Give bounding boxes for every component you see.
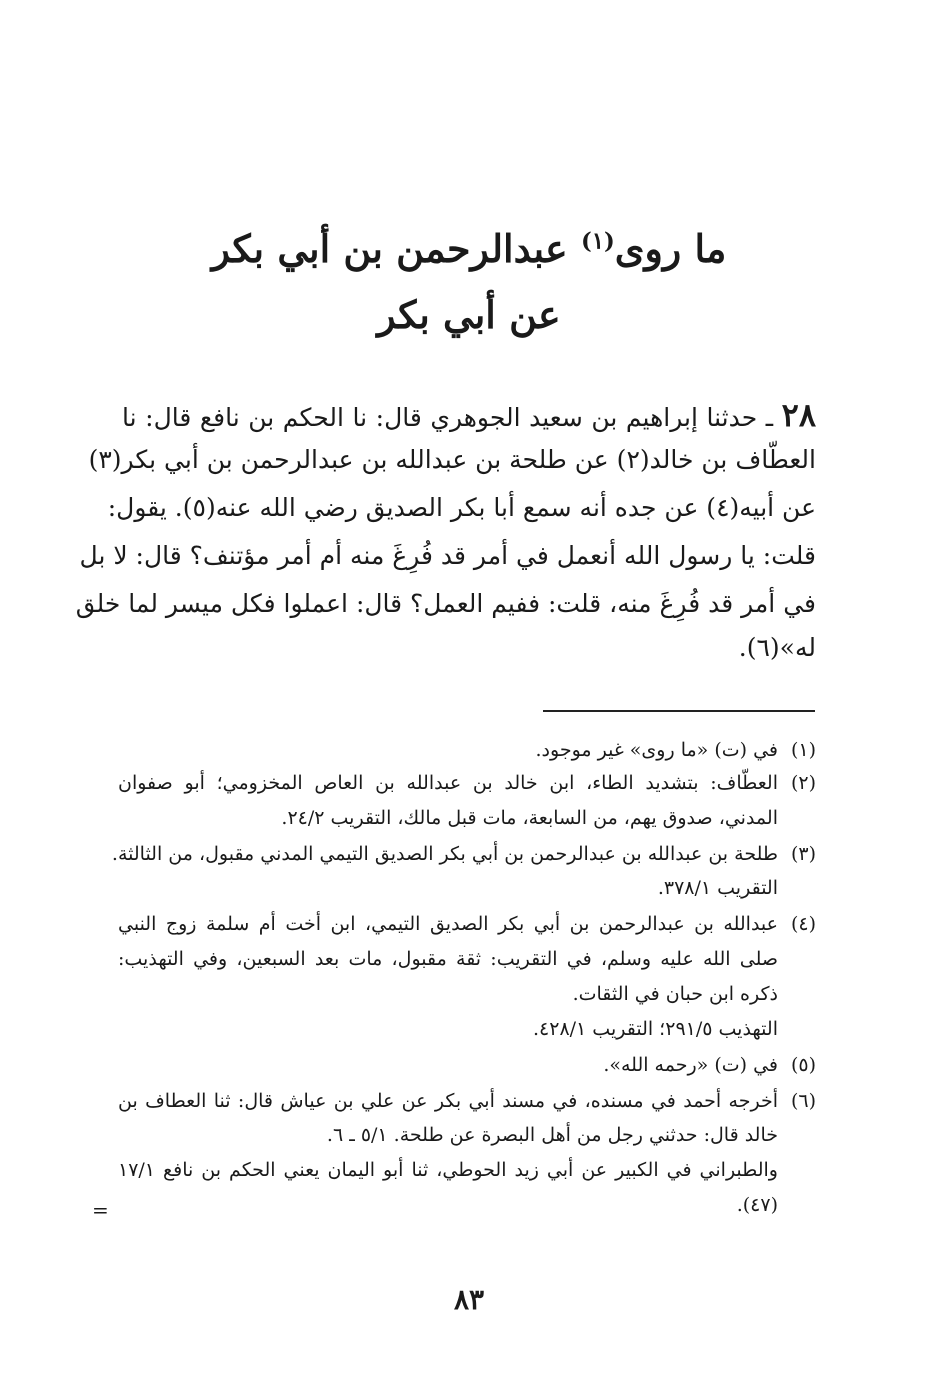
footnote-4-line-2: صلى الله عليه وسلم، في التقريب: ثقة مقبول، مات بعد السبعين، وفي التهذيب: bbox=[118, 948, 778, 970]
footnote-6-line-3: والطبراني في الكبير عن أبي زيد الحوطي، ثنا أبو اليمان يعني الحكم بن نافع ١٧/١ bbox=[118, 1159, 778, 1181]
title-text-b: عبدالرحمن بن أبي بكر bbox=[211, 226, 581, 271]
footnote-1-line-1: في (ت) «ما روى» غير موجود. bbox=[535, 739, 778, 761]
title-footnote-ref: (١) bbox=[580, 228, 615, 255]
hadith-line-2: العطّاف بن خالد(٢) عن طلحة بن عبدالله بن عبدالرحمن بن أبي بكر(٣) bbox=[88, 445, 816, 474]
footnote-2-line-1: العطّاف: بتشديد الطاء، ابن خالد بن عبدالله بن العاص المخزومي؛ أبو صفوان bbox=[118, 772, 778, 794]
footnote-4-line-1: عبدالله بن عبدالرحمن بن أبي بكر الصديق التيمي، ابن أخت أم سلمة زوج النبي bbox=[118, 913, 778, 935]
chapter-title-line-1 bbox=[0, 228, 938, 270]
footnote-4-line-4: التهذيب ٢٩١/٥؛ التقريب ٤٢٨/١. bbox=[532, 1018, 778, 1040]
chapter-title-line-2: عن أبي بكر bbox=[377, 292, 561, 337]
footnote-continuation-mark: = bbox=[92, 1198, 109, 1222]
hadith-line-4: قلت: يا رسول الله أنعمل في أمر قد فُرِغَ منه أم أمر مؤتنف؟ قال: لا بل bbox=[79, 541, 816, 570]
hadith-number: ٢٨ bbox=[781, 396, 816, 434]
footnote-5-number: (٥) bbox=[790, 1054, 816, 1076]
footnote-5-line-1: في (ت) «رحمه الله». bbox=[603, 1054, 778, 1076]
footnote-4-number: (٤) bbox=[790, 913, 816, 935]
page-number: ٨٣ bbox=[453, 1283, 485, 1316]
hadith-line-6: له»(٦). bbox=[738, 633, 816, 662]
footnote-3-line-2: التقريب ٣٧٨/١. bbox=[657, 877, 778, 899]
title-text-a: ما روى bbox=[614, 226, 727, 271]
hadith-text-1: ـ حدثنا إبراهيم بن سعيد الجوهري قال: نا الحكم بن نافع قال: نا bbox=[122, 403, 782, 432]
hadith-line-5: في أمر قد فُرِغَ منه، قلت: ففيم العمل؟ قال: اعملوا فكل ميسر لما خلق bbox=[75, 589, 816, 618]
footnote-1-number: (١) bbox=[790, 739, 816, 761]
footnote-6-number: (٦) bbox=[790, 1090, 816, 1112]
footnote-6-line-2: خالد قال: حدثني رجل من أهل البصرة عن طلحة. ٥/١ ـ ٦. bbox=[326, 1124, 778, 1146]
footnote-2-number: (٢) bbox=[790, 772, 816, 794]
hadith-line-1 bbox=[122, 398, 816, 433]
footnote-separator bbox=[543, 710, 815, 712]
hadith-line-3: عن أبيه(٤) عن جده أنه سمع أبا بكر الصديق رضي الله عنه(٥). يقول: bbox=[107, 493, 816, 522]
footnote-6-line-4: (٤٧). bbox=[736, 1194, 778, 1216]
footnote-3-line-1: طلحة بن عبدالله بن عبدالرحمن بن أبي بكر الصديق التيمي المدني مقبول، من الثالثة. bbox=[111, 843, 778, 865]
footnote-4-line-3: ذكره ابن حبان في الثقات. bbox=[572, 983, 778, 1005]
footnote-3-number: (٣) bbox=[790, 843, 816, 865]
footnote-2-line-2: المدني، صدوق يهم، من السابعة، مات قبل مالك، التقريب ٢٤/٢. bbox=[281, 807, 778, 829]
footnote-6-line-1: أخرجه أحمد في مسنده، في مسند أبي بكر عن علي بن عياش قال: ثنا العطاف بن bbox=[118, 1090, 778, 1112]
